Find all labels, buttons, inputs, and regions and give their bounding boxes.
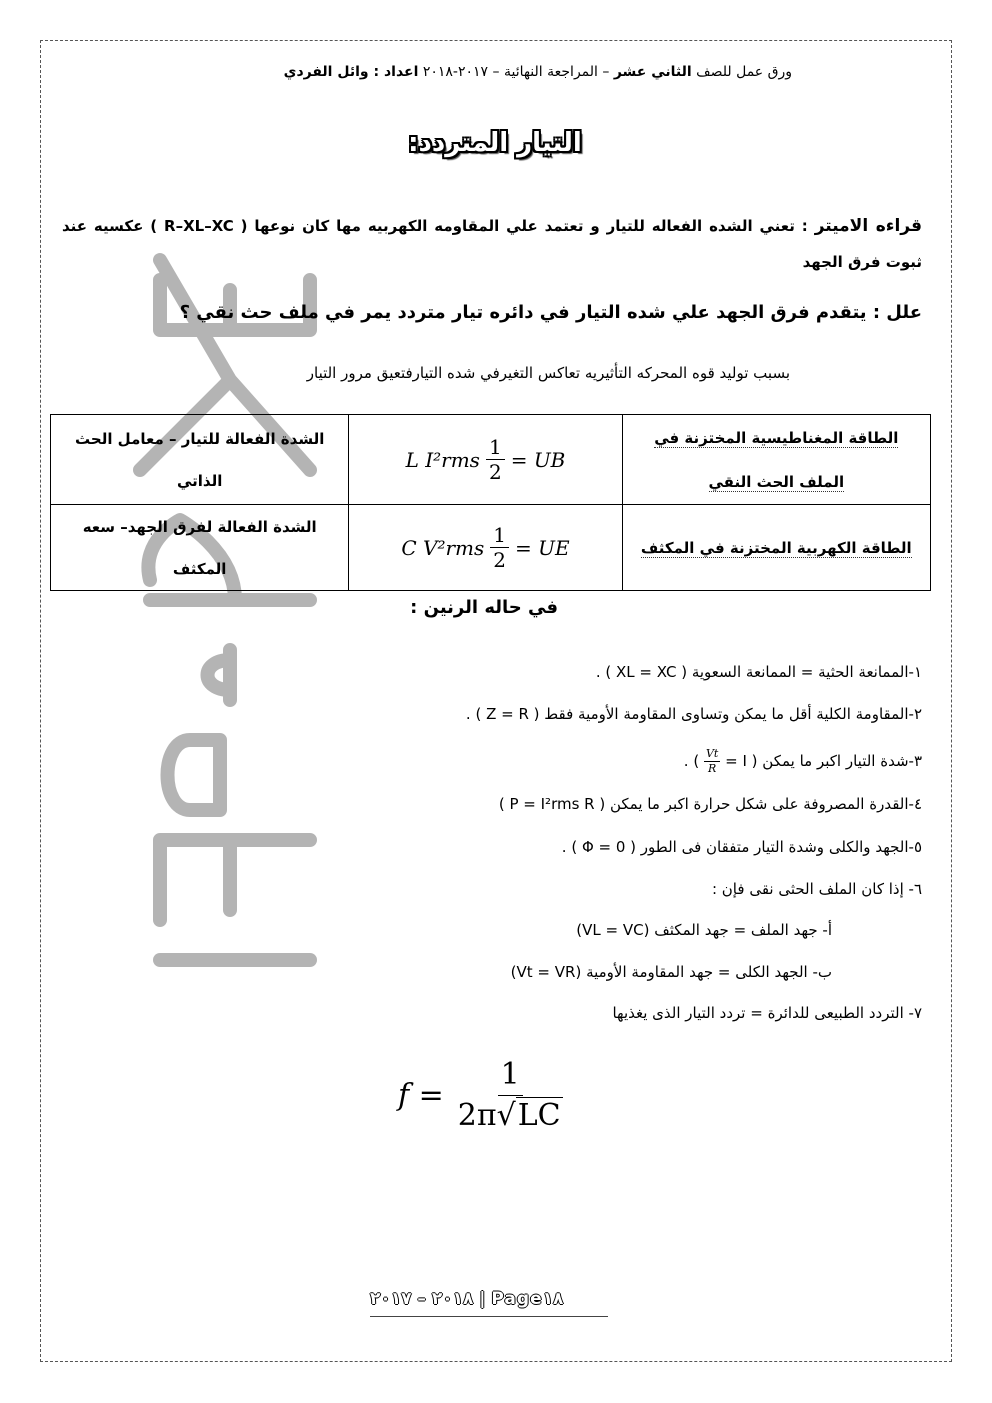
list-item: أ- جهد الملف = جهد المكثف (VL = VC)	[576, 921, 832, 939]
list-item: ٢-المقاومة الكلية أقل ما يمكن وتساوى المقاومة الأومية فقط ( Z = R ) .	[465, 705, 922, 723]
sqrt-icon: √	[496, 1098, 516, 1133]
list-item-text: ٣-شدة التيار اكبر ما يمكن ( I =	[725, 752, 922, 770]
page-header	[60, 64, 792, 80]
list-item	[684, 747, 922, 776]
fraction-numerator: 1	[486, 435, 505, 460]
question-text: : يتقدم فرق الجهد علي شده التيار في دائره تيار متردد يمر في ملف حث نقي ؟	[179, 302, 887, 323]
energy-formula-cell	[349, 505, 622, 591]
formula-lhs: UE =	[515, 535, 570, 560]
list-item-end: ) .	[683, 752, 700, 770]
table-row	[51, 505, 931, 591]
list-item: ٦- إذا كان الملف الحثى نقى فإن :	[711, 880, 922, 898]
energy-formula-cell	[349, 415, 622, 505]
fraction-numerator: 1	[498, 1055, 523, 1096]
resonance-frequency-formula	[398, 1055, 563, 1136]
list-item: ١-الممانعة الحثية = الممانعة السعوية ( XL = XC ) .	[595, 663, 922, 681]
energy-depends-cell: الشدة الفعالة لفرق الجهد– سعه المكثف	[51, 505, 349, 591]
list-item: ب- الجهد الكلى = جهد المقاومة الأومية (Vt = VR)	[510, 963, 832, 981]
fraction-denominator	[458, 1096, 563, 1136]
ammeter-paragraph	[62, 208, 922, 280]
denominator-prefix: 2π	[457, 1098, 497, 1133]
energy-formula	[401, 523, 569, 572]
header-prefix: ورق عمل للصف	[691, 64, 792, 80]
header-author: وائل الفردي	[283, 64, 374, 80]
resonance-colon: :	[410, 597, 424, 618]
header-prep-label: اعداد :	[373, 64, 419, 80]
energy-table	[50, 414, 931, 591]
fraction-denominator: 2	[493, 548, 507, 572]
table-row	[51, 415, 931, 505]
energy-name-cell	[622, 415, 930, 505]
current-fraction	[704, 747, 720, 776]
question-answer: بسبب توليد قوه المحركه التأثيريه تعاكس التغيرفي شده التيارفتعيق مرور التيار	[306, 364, 790, 382]
ammeter-lead: قراءه الاميتر	[814, 216, 922, 236]
formula-fraction	[458, 1055, 563, 1136]
denominator-root: LC	[517, 1098, 561, 1133]
resonance-heading-text: في حاله الرنين	[423, 597, 558, 618]
question-line	[60, 302, 922, 323]
formula-fraction	[490, 523, 509, 572]
list-item: ٥-الجهد والكلى وشدة التيار متفقان فى الطور ( Φ = 0 ) .	[561, 838, 922, 856]
fraction-denominator: 2	[488, 460, 502, 484]
formula-lhs: f =	[398, 1078, 444, 1113]
ammeter-text: : تعني الشده الفعاله للتيار و تعتمد علي المقاومه الكهربيه مها كان نوعها ( R–XL–XC ) عكسيه عند ثبوت فرق الجهد	[62, 217, 922, 271]
energy-name-cell	[622, 505, 930, 591]
list-item: ٧- التردد الطبيعى للدائرة = تردد التيار الذى يغذيها	[612, 1004, 922, 1022]
page-footer: ٢٠١٨ – ٢٠١٧ | Page١٨	[370, 1289, 564, 1309]
formula-fraction	[486, 435, 505, 484]
energy-name: الطاقة الكهربية المختزنة في المكثف	[640, 538, 912, 557]
formula-rhs: L I²rms	[405, 447, 480, 472]
energy-formula	[406, 435, 566, 484]
fraction-numerator: Vt	[705, 747, 719, 760]
footer-divider	[370, 1316, 608, 1317]
resonance-heading	[300, 597, 558, 618]
list-item: ٤-القدرة المصروفة على شكل حرارة اكبر ما يمكن ( P = I²rms R )	[498, 795, 922, 813]
energy-depends-cell: الشدة الفعالة للتيار – معامل الحث الذاتي	[51, 415, 349, 505]
fraction-numerator: 1	[490, 523, 509, 548]
formula-lhs: UB =	[510, 447, 566, 472]
fraction-denominator: R	[708, 762, 717, 775]
energy-name: الطاقة المغناطيسية المختزنة في	[654, 428, 899, 447]
question-lead: علل	[886, 302, 922, 323]
header-middle: – المراجعة النهائية – ٢٠١٧-٢٠١٨	[418, 64, 614, 80]
header-grade: الثاني عشر	[613, 64, 692, 80]
page-title: التيار المتردد:	[408, 128, 582, 158]
energy-name-cont: الملف الحث النقي	[708, 472, 845, 491]
formula-rhs: C V²rms	[401, 535, 485, 560]
